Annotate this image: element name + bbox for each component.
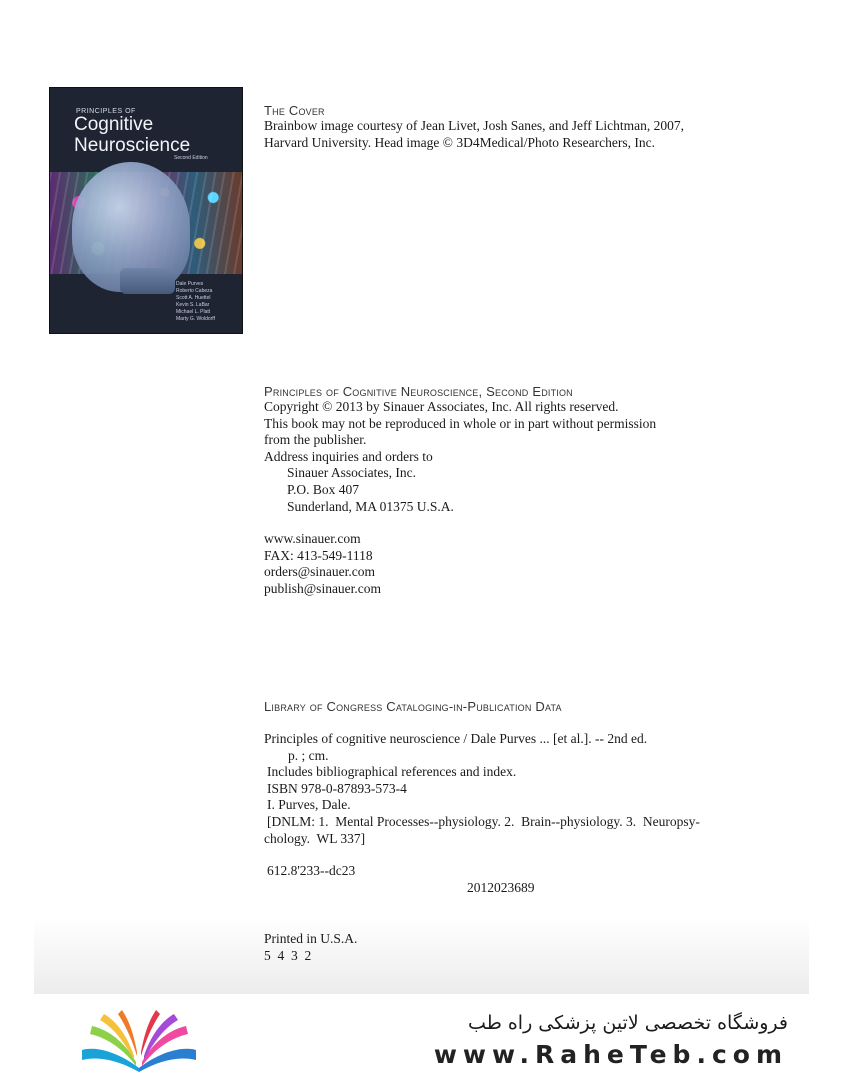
- book-info-heading: Principles of Cognitive Neuroscience, Second Edition: [264, 384, 573, 399]
- cover-authors: [176, 281, 215, 323]
- cover-author: Kevin S. LaBar: [176, 302, 210, 308]
- cip-class-line: 612.8'233--dc23: [267, 863, 356, 879]
- address-line: P.O. Box 407: [287, 481, 360, 497]
- orders-email[interactable]: orders@sinauer.com: [264, 564, 376, 580]
- printing-number-line: 5 4 3 2: [264, 947, 312, 963]
- address-intro: Address inquiries and orders to: [264, 448, 433, 464]
- website-link[interactable]: www.sinauer.com: [264, 531, 361, 547]
- open-book-logo-icon: [78, 1008, 200, 1074]
- copyright-line: Copyright © 2013 by Sinauer Associates, Inc. All rights reserved.: [264, 399, 619, 414]
- reproduction-line: This book may not be reproduced in whole or in part without permission: [264, 415, 657, 431]
- neck-silhouette: [120, 268, 175, 294]
- cip-heading: Library of Congress Cataloging-in-Publication Data: [264, 699, 562, 714]
- cover-author: Roberto Cabeza: [176, 288, 213, 294]
- cover-note: [264, 103, 744, 151]
- cip-dnlm-line: [DNLM: 1. Mental Processes--physiology. 2. Brain--physiology. 3. Neuropsy-: [267, 813, 700, 829]
- address-line: Sunderland, MA 01375 U.S.A.: [287, 498, 454, 514]
- ad-persian-text: فروشگاه تخصصی لاتین پزشکی راه طب: [468, 1012, 788, 1034]
- ad-url[interactable]: www.RaheTeb.com: [433, 1040, 788, 1069]
- address-line: Sinauer Associates, Inc.: [287, 465, 416, 481]
- cip-title-line: Principles of cognitive neuroscience / Dale Purves ... [et al.]. -- 2nd ed.: [264, 731, 648, 746]
- cover-author: Michael L. Platt: [176, 309, 211, 315]
- cover-author: Scott A. Huettel: [176, 295, 211, 301]
- printing-info: [264, 931, 744, 964]
- publish-email[interactable]: publish@sinauer.com: [264, 580, 382, 596]
- cover-title: [74, 114, 190, 156]
- cover-title-line2: Neuroscience: [74, 135, 191, 156]
- cover-note-line: Harvard University. Head image © 3D4Medical/Photo Researchers, Inc.: [264, 134, 656, 150]
- cip-dnlm-line: chology. WL 337]: [264, 830, 366, 846]
- cip-text: [264, 731, 744, 896]
- cover-edition: Second Edition: [174, 155, 208, 161]
- cover-author: Marty G. Woldorff: [176, 316, 215, 322]
- cover-author: Dale Purves: [176, 281, 204, 287]
- ad-text: [434, 1012, 788, 1069]
- cover-thumbnail: [50, 88, 242, 333]
- cip-data: [264, 699, 744, 896]
- cover-title-line1: Cognitive: [74, 114, 154, 135]
- reproduction-line: from the publisher.: [264, 432, 367, 448]
- book-info-text: [264, 399, 744, 598]
- cip-lccn-line: 2012023689: [467, 879, 535, 895]
- cip-purves-line: I. Purves, Dale.: [267, 797, 351, 813]
- cover-note-text: [264, 118, 744, 151]
- cip-isbn-line: ISBN 978-0-87893-573-4: [267, 780, 407, 796]
- fax-number: FAX: 413-549-1118: [264, 547, 373, 563]
- cover-kicker: PRINCIPLES OF: [76, 108, 136, 115]
- printed-in-line: Printed in U.S.A.: [264, 931, 358, 946]
- cover-note-heading: The Cover: [264, 103, 325, 118]
- publisher-address: [264, 465, 744, 515]
- cover-note-line: Brainbow image courtesy of Jean Livet, Josh Sanes, and Jeff Lichtman, 2007,: [264, 118, 685, 133]
- cip-refs-line: Includes bibliographical references and index.: [267, 764, 517, 780]
- book-info: [264, 384, 744, 598]
- cip-pages-line: p. ; cm.: [288, 747, 329, 763]
